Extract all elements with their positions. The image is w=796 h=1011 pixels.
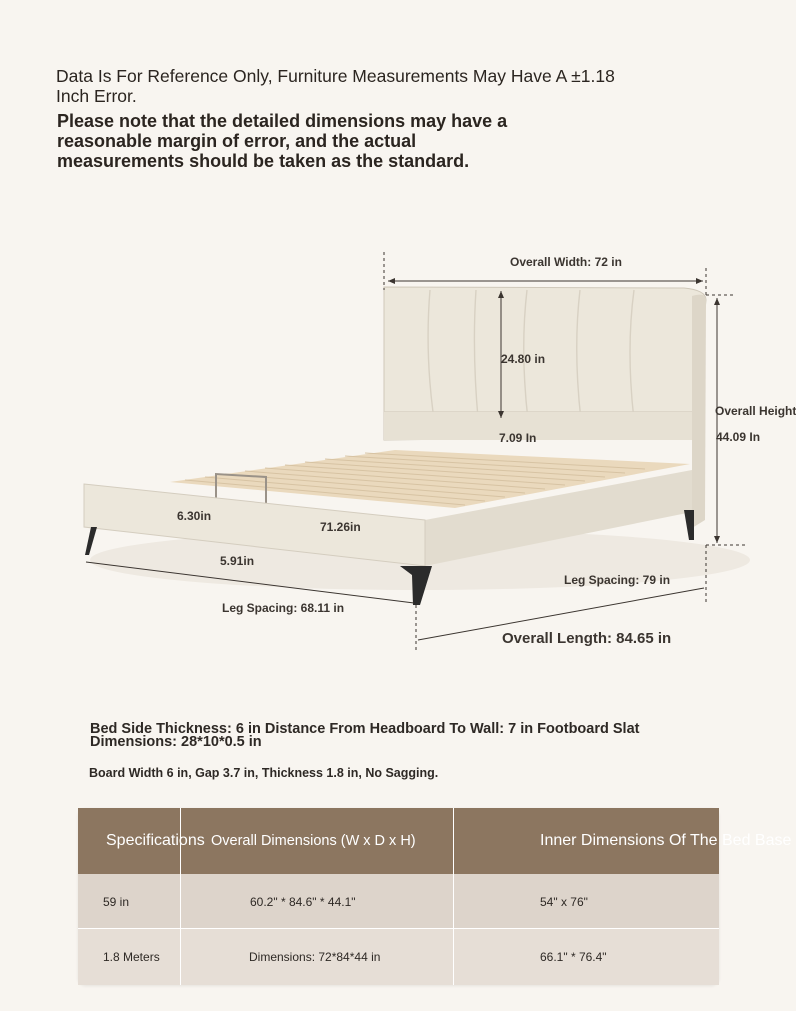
leg-front-left (85, 527, 97, 555)
overall-height-value: 44.09 In (716, 430, 761, 444)
header-overall-dimensions: Overall Dimensions (W x D x H) (211, 832, 416, 849)
bed-dimension-diagram (0, 240, 796, 670)
board-note: Board Width 6 in, Gap 3.7 in, Thickness 1.8 in, No Sagging. (89, 766, 439, 780)
table-row (78, 874, 719, 929)
table-cell: 60.2" * 84.6" * 44.1" (250, 894, 356, 909)
leg-spacing-front-label: Leg Spacing: 68.11 in (222, 601, 345, 615)
leg-spacing-side-label: Leg Spacing: 79 in (564, 573, 671, 587)
headboard-band-height-label: 7.09 In (499, 431, 537, 445)
bed-illustration (0, 240, 790, 670)
header-specifications: Specifications (106, 832, 205, 849)
side-thickness-label: 6.30in (177, 509, 212, 523)
dimensions-table (78, 808, 792, 985)
overall-length-label: Overall Length: 84.65 in (502, 630, 672, 647)
table-cell: 66.1" * 76.4" (540, 950, 607, 964)
headboard-side (692, 295, 706, 528)
table-cell: Dimensions: 72*84*44 in (249, 950, 381, 964)
table-header-cell (453, 808, 792, 874)
table-cell: 59 in (103, 894, 130, 909)
headboard-lower-band (384, 412, 692, 440)
header-inner-dimensions: Inner Dimensions Of The Bed Base (540, 832, 792, 849)
table-header-cell (180, 808, 454, 874)
inner-length-label: 71.26in (320, 520, 361, 534)
table-header-row (78, 808, 792, 874)
overall-width-label: Overall Width: 72 in (510, 255, 622, 269)
overall-height-label: Overall Height (715, 404, 796, 418)
table-header-cell (78, 808, 205, 874)
bed-specs-note: Bed Side Thickness: 6 in Distance From Headboard To Wall: 7 in Footboard Slat Dimensions: 28*10*0.5 in (90, 721, 640, 750)
headboard-panel-height-label: 24.80 in (501, 352, 546, 366)
table-cell: 54" x 76" (540, 894, 588, 909)
disclaimer-margin-of-error: Please note that the detailed dimensions may have a reasonable margin of error, and the actual measurements should be taken as the standard. (57, 111, 508, 171)
table-row (78, 929, 719, 985)
table-cell: 1.8 Meters (103, 950, 160, 964)
leg-back-right (684, 510, 694, 540)
leg-height-label: 5.91in (220, 554, 255, 568)
disclaimer-reference: Data Is For Reference Only, Furniture Measurements May Have A ±1.18 Inch Error. (56, 66, 615, 106)
